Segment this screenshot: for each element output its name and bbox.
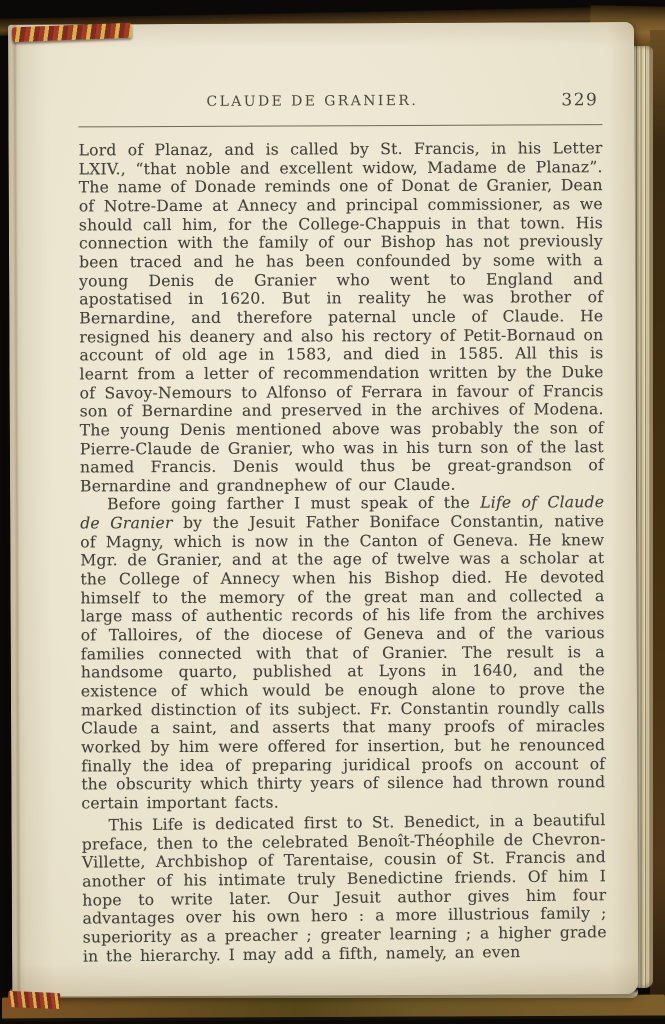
page-text [78,139,607,965]
text-run: by the Jesuit Father Boniface Constantin, native of Magny, which is now in the Canton of Geneva. He knew Mgr. de Granier, and at the age of twelve was a scholar at the College of Annecy when his Bishop died. He devoted himself to the memory of the great man and collected a large mass of authentic records of his life from the archives of Talloires, of the diocese of Geneva and of the various families connected with that of Granier. The result is a handsome quarto, published at Lyons in 1640, and the existence of which would be enough alone to prove the marked distinction of its subject. Fr. Constantin roundly calls Claude a saint, and asserts that many proofs of miracles worked by him were offered for insertion, but he renounced finally the idea of preparing juridical proofs on account of the obscurity which thirty years of silence had thrown round certain important facts. [80,512,606,813]
text-run: Lord of Planaz, and is called by St. Francis, in his Letter LXIV., “that noble and excellent widow, Madame de Planaz”. The name of Donade reminds one of Donat de Granier, Dean of Notre-Dame at Annecy and principal commissioner, as we should call him, for the College-Chappuis in that town. His connection with the family of our Bishop has not previously been traced and he has been confounded by some with a young Denis de Granier who went to England and apostatised in 1620. But in reality he was brother of Bernardine, and therefore paternal uncle of Claude. He resigned his deanery and also his rectory of Petit-Bornaud on account of old age in 1583, and died in 1585. All this is learnt from a letter of recommendation written by the Duke of Savoy-Nemours to Alfonso of Ferrara in favour of Francis son of Bernardine and preserved in the archives of Modena. The young Denis mentioned above was probably the son of Pierre-Claude de Granier, who was in his turn son of the last named Francis. Denis would thus be great-grandson of Bernardine and grandnephew of our Claude. [78,139,604,496]
paragraph [81,811,607,966]
page-header-title: CLAUDE DE GRANIER. [206,92,419,110]
page-crease-left [12,25,21,997]
header-rule [78,124,602,127]
book-cover-bottom-edge [2,995,665,1022]
page-number: 329 [561,90,599,111]
book-page [8,22,638,997]
book-headband-tail [8,991,61,1009]
running-header [78,90,602,114]
text-run: This Life is dedicated first to St. Benedict, in a beautiful preface, then to the celebrated Benoît-Théophile de Chevron-Villette, Archbishop of Tarentaise, cousin of St. Francis and another of his intimate truly Benedictine friends. Of him I hope to write later. Our Jesuit author gives him four advantages over his own hero : a more illustrious family ; superiority as a preacher ; greater learning ; a higher grade in the hierarchy. I may add a fifth, namely, an even [81,810,607,965]
paragraph [79,139,605,496]
paragraph [80,494,605,813]
book-title-italic: Life of Claude de Granier [80,493,605,533]
text-run: Before going farther I must speak of the [107,494,481,514]
page-content [78,90,607,965]
